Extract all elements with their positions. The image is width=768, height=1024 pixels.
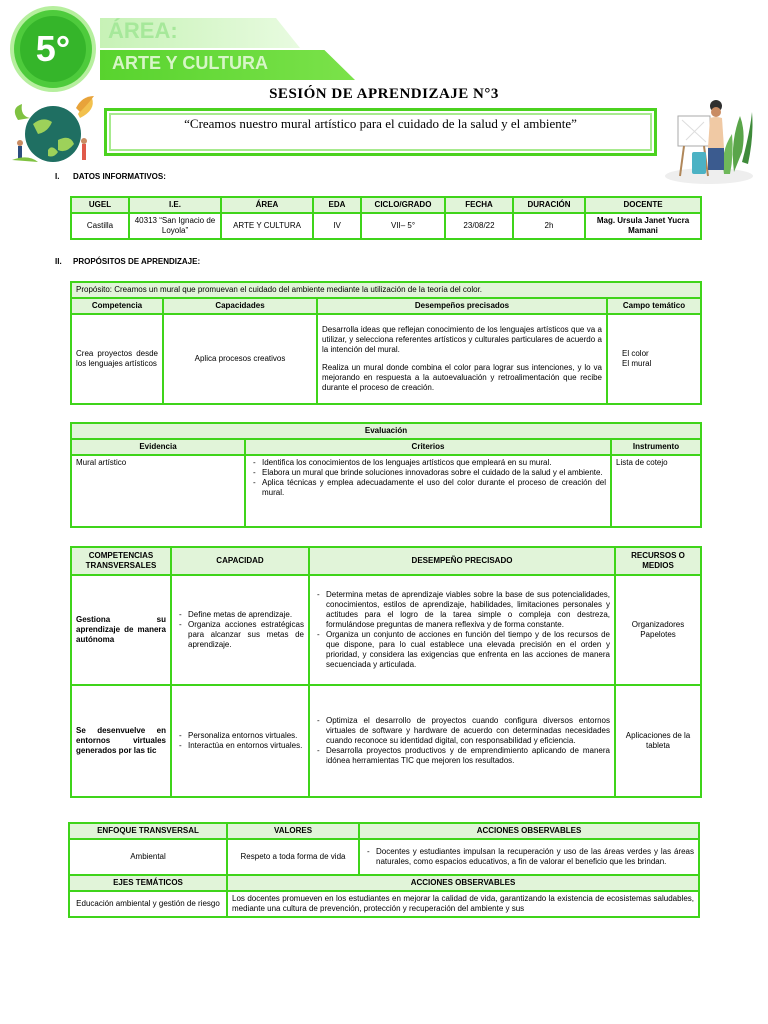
ciclo-value: VII– 5° bbox=[362, 214, 444, 238]
header-cell: Capacidades bbox=[164, 299, 316, 313]
section-1-heading bbox=[55, 172, 166, 181]
docente-value: Mag. Ursula Janet Yucra Mamani bbox=[586, 214, 700, 238]
header-cell: ACCIONES OBSERVABLES bbox=[360, 824, 698, 838]
criterios-cell bbox=[246, 456, 610, 526]
header-cell: Desempeños precisados bbox=[318, 299, 606, 313]
table-row bbox=[72, 214, 700, 238]
section-title: PROPÓSITOS DE APRENDIZAJE: bbox=[73, 257, 201, 266]
table-header-row bbox=[72, 299, 700, 313]
subject-name: ARTE Y CULTURA bbox=[112, 53, 269, 73]
header-cell: FECHA bbox=[446, 198, 512, 212]
eda-value: IV bbox=[314, 214, 360, 238]
capacidad-item: - Organiza acciones estratégicas para alcanzar sus metas de aprendizaje. bbox=[188, 620, 304, 650]
header-cell: Competencia bbox=[72, 299, 162, 313]
capacidad-cell: Aplica procesos creativos bbox=[164, 315, 316, 403]
section-2-heading bbox=[55, 257, 200, 266]
area-value: ARTE Y CULTURA bbox=[222, 214, 312, 238]
session-topic: “Creamos nuestro mural artístico para el cuidado de la salud y el ambiente” bbox=[104, 108, 657, 156]
desempeno-item: - Organiza un conjunto de acciones en función del tiempo y de los recursos de que dispone, para lo cual establece una elevada precisión en el orden y prioridad, y considera las exigencias que enfrenta en las acciones de manera secuenciada y articulada. bbox=[326, 630, 610, 670]
criterio-item: - Aplica técnicas y emplea adecuadamente el uso del color durante el proceso de creación del mural. bbox=[262, 478, 606, 498]
enfoque-transversal-table bbox=[68, 822, 700, 918]
header-cell: COMPETENCIAS TRANSVERSALES bbox=[72, 548, 170, 574]
table-row bbox=[72, 456, 700, 526]
capacidad-item: - Interactúa en entornos virtuales. bbox=[188, 741, 304, 751]
header-cell: ÁREA bbox=[222, 198, 312, 212]
campo-tematico-cell bbox=[608, 315, 700, 403]
propositos-table bbox=[70, 281, 702, 405]
accion-item: - Docentes y estudiantes impulsan la recuperación y uso de las áreas verdes y las áreas naturales, como espacios educativos, a fin de valorar el beneficio que les brindan. bbox=[376, 847, 694, 867]
eje-cell: Educación ambiental y gestión de riesgo bbox=[70, 892, 226, 916]
desempeno-item: Desarrolla ideas que reflejan conocimiento de los lenguajes artísticos que va a utilizar, y selecciona referentes artísticos y culturales particulares de acuerdo a la intención del mural. bbox=[322, 325, 602, 354]
campo-item: El mural bbox=[622, 359, 652, 368]
table-header-row bbox=[72, 198, 700, 212]
header-cell: UGEL bbox=[72, 198, 128, 212]
section-number: I. bbox=[55, 172, 60, 181]
capacidad-item: - Personaliza entornos virtuales. bbox=[188, 731, 304, 741]
section-number: II. bbox=[55, 257, 62, 266]
artist-painting-illustration bbox=[664, 92, 754, 184]
area-label: ÁREA: bbox=[108, 18, 178, 43]
header-cell: Criterios bbox=[246, 440, 610, 454]
proposito-text: Propósito: Creamos un mural que promuevan el cuidado del ambiente mediante la utilización de la teoría del color. bbox=[72, 283, 700, 297]
header-cell: ENFOQUE TRANSVERSAL bbox=[70, 824, 226, 838]
header-cell: Campo temático bbox=[608, 299, 700, 313]
header-cell: EJES TEMÁTICOS bbox=[70, 876, 226, 890]
header-cell: ACCIONES OBSERVABLES bbox=[228, 876, 698, 890]
desempeno-item: - Optimiza el desarrollo de proyectos cuando configura diversos entornos virtuales de software y hardware de acuerdo con determinadas necesidades cuando reconoce su identidad digital, con responsabilidad y eficiencia. bbox=[326, 716, 610, 746]
capacidad-cell bbox=[172, 686, 308, 796]
table-header-row bbox=[70, 876, 698, 890]
header-cell: CICLO/GRADO bbox=[362, 198, 444, 212]
ie-value: 40313 “San Ignacio de Loyola” bbox=[130, 214, 220, 238]
eje-acciones-cell: Los docentes promueven en los estudiantes en mejorar la calidad de vida, garantizando la existencia de ecosistemas saludables, mediante una cultura de prevención, protección y recuperación del ambiente y sus bbox=[228, 892, 698, 916]
table-header-row bbox=[70, 824, 698, 838]
criterio-item: - Elabora un mural que brinde soluciones innovadoras sobre el cuidado de la salud y el ambiente. bbox=[262, 468, 606, 478]
valores-cell: Respeto a toda forma de vida bbox=[228, 840, 358, 874]
table-row bbox=[72, 315, 700, 403]
competencia-cell: Crea proyectos desde los lenguajes artísticos bbox=[72, 315, 162, 403]
header-cell: DESEMPEÑO PRECISADO bbox=[310, 548, 614, 574]
datos-informativos-table bbox=[70, 196, 702, 240]
recursos-cell: Aplicaciones de la tableta bbox=[616, 686, 700, 796]
header-cell: DURACIÓN bbox=[514, 198, 584, 212]
grade-number: 5° bbox=[20, 16, 86, 82]
header-cell: EDA bbox=[314, 198, 360, 212]
desempeno-item: Realiza un mural donde combina el color para lograr sus intenciones, y lo va mejorando en respuesta a la autoevaluación y retroalimentación que recibe durante el proceso de creación. bbox=[322, 363, 602, 392]
ugel-value: Castilla bbox=[72, 214, 128, 238]
table-row bbox=[70, 892, 698, 916]
grade-badge bbox=[10, 6, 96, 92]
capacidad-cell bbox=[172, 576, 308, 684]
desempenos-cell bbox=[318, 315, 606, 403]
header-cell: DOCENTE bbox=[586, 198, 700, 212]
recursos-cell: Organizadores Papelotes bbox=[616, 576, 700, 684]
instrumento-cell: Lista de cotejo bbox=[612, 456, 700, 526]
acciones-cell bbox=[360, 840, 698, 874]
session-title: SESIÓN DE APRENDIZAJE N°3 bbox=[269, 86, 499, 102]
competencias-transversales-table bbox=[70, 546, 702, 798]
header-cell: VALORES bbox=[228, 824, 358, 838]
competencia-cell: Gestiona su aprendizaje de manera autónoma bbox=[72, 576, 170, 684]
criterio-item: - Identifica los conocimientos de los lenguajes artísticos que empleará en su mural. bbox=[262, 458, 606, 468]
table-header-row bbox=[72, 548, 700, 574]
evidencia-cell: Mural artístico bbox=[72, 456, 244, 526]
duracion-value: 2h bbox=[514, 214, 584, 238]
capacidad-item: - Define metas de aprendizaje. bbox=[188, 610, 304, 620]
competencia-cell: Se desenvuelve en entornos virtuales generados por las tic bbox=[72, 686, 170, 796]
enfoque-cell: Ambiental bbox=[70, 840, 226, 874]
desempeno-cell bbox=[310, 576, 614, 684]
header-cell: I.E. bbox=[130, 198, 220, 212]
evaluacion-title: Evaluación bbox=[72, 424, 700, 438]
table-row bbox=[72, 686, 700, 796]
table-row bbox=[70, 840, 698, 874]
fecha-value: 23/08/22 bbox=[446, 214, 512, 238]
header-cell: CAPACIDAD bbox=[172, 548, 308, 574]
table-row bbox=[72, 576, 700, 684]
evaluacion-table bbox=[70, 422, 702, 528]
header-cell: Instrumento bbox=[612, 440, 700, 454]
section-title: DATOS INFORMATIVOS: bbox=[73, 172, 166, 181]
table-header-row bbox=[72, 440, 700, 454]
header-cell: Evidencia bbox=[72, 440, 244, 454]
desempeno-cell bbox=[310, 686, 614, 796]
header-cell: RECURSOS O MEDIOS bbox=[616, 548, 700, 574]
desempeno-item: - Desarrolla proyectos productivos y de emprendimiento aplicando de manera idónea herramientas TIC que mejoren los resultados. bbox=[326, 746, 610, 766]
desempeno-item: - Determina metas de aprendizaje viables sobre la base de sus potencialidades, conocimientos, estilos de aprendizaje, habilidades, limitaciones personales y actitudes para el logro de la tarea simple o compleja con destreza, formulándose preguntas de manera reflexiva y de forma constante. bbox=[326, 590, 610, 630]
campo-item: El color bbox=[622, 349, 649, 358]
